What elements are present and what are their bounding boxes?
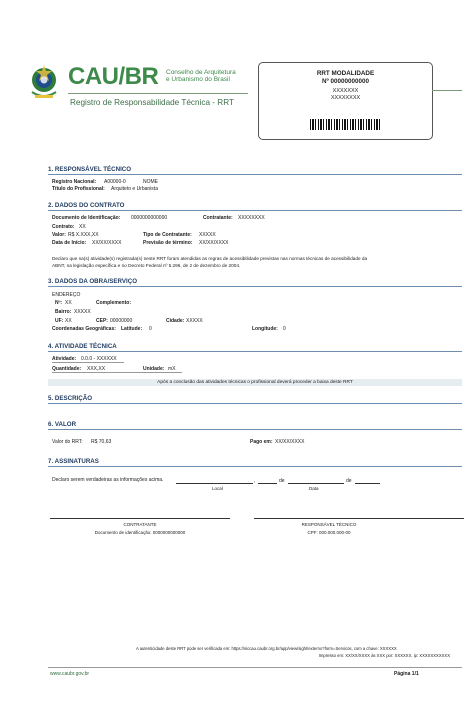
council-line-1: Conselho de Arquitetura — [166, 69, 236, 76]
barcode — [310, 119, 380, 130]
doc-id-value: 0000000000000 — [131, 215, 168, 221]
tipo-contratante-value: XXXXX — [199, 232, 216, 238]
baixa-note: Após a conclusão das atividades técnicas o profissional deverá proceder a baixa deste RRT — [48, 379, 462, 386]
section-7-title: 7. ASSINATURAS — [48, 458, 462, 467]
verification-line-2: Impresso em: XX/XX/XXXX às XXX por: XXXXXX, ip: XXXXXXXXXXX — [318, 653, 450, 658]
coordenadas-label: Coordenadas Geográficas: — [52, 326, 116, 332]
titulo-value: Arquiteto e Urbanista — [111, 186, 158, 192]
valor-rrt-label: Valor do RRT: — [52, 439, 83, 445]
rrt-box — [258, 62, 433, 140]
valor-label: Valor: — [52, 232, 66, 238]
local-label: Local — [212, 486, 223, 491]
contratante-doc: Documento de identificação: 0000000000000 — [94, 530, 186, 535]
year-line — [355, 483, 380, 484]
uf-value: XX — [65, 318, 72, 324]
tipo-contratante-label: Tipo de Contratante: — [143, 232, 192, 238]
quantidade-label: Quantidade: — [52, 366, 82, 372]
responsavel-signature-label: RESPONSÁVEL TÉCNICO — [301, 522, 357, 527]
previsao-label: Previsão de término: — [143, 240, 193, 246]
section-5-title: 5. DESCRIÇÃO — [48, 395, 462, 404]
data-label: Data — [309, 486, 319, 491]
month-line — [288, 483, 344, 484]
page-number: Página 1/1 — [394, 671, 419, 677]
contrato-value: XX — [79, 224, 86, 230]
latitude-value: 0 — [149, 326, 152, 332]
contratante-label: Contratante: — [203, 215, 233, 221]
section-3-title: 3. DADOS DA OBRA/SERVIÇO — [48, 278, 462, 287]
unidade-value: mX — [168, 366, 176, 372]
header-divider — [68, 93, 248, 94]
website-link[interactable]: www.caubr.gov.br — [50, 671, 90, 677]
quantidade-underline — [52, 372, 182, 373]
rrt-code-2: XXXXXXXX — [330, 95, 361, 101]
longitude-value: 0 — [283, 326, 286, 332]
titulo-label: Título do Profissional: — [52, 186, 105, 192]
section-2-title: 2. DADOS DO CONTRATO — [48, 202, 462, 211]
comma: , — [254, 478, 256, 484]
de-2: de — [346, 478, 352, 484]
verification-line-1: A autenticidade deste RRT pode ser verificada em: https://siccau.caubr.org.br/app/view/sight/externo?form=Servicos, com a chave: XXXXXX — [136, 646, 397, 651]
complemento-label: Complemento: — [96, 300, 131, 306]
atividade-label: Atividade: — [52, 356, 77, 362]
atividade-value: 0.0.0 - XXXXXX — [81, 356, 117, 362]
contratante-value: XXXXXXXX — [238, 215, 265, 221]
pago-em-value: XX/XX/XXXX — [275, 439, 305, 445]
uf-label: UF: — [55, 318, 64, 324]
footer-divider — [48, 667, 462, 668]
contratante-signature-line — [50, 518, 230, 519]
unidade-label: Unidade: — [143, 366, 165, 372]
cidade-label: Cidade: — [166, 318, 185, 324]
endereco: ENDEREÇO — [52, 292, 81, 298]
coat-of-arms-icon — [26, 62, 62, 102]
header-divider-right — [432, 90, 462, 91]
longitude-label: Longitude: — [252, 326, 278, 332]
brand-text: CAU/BR — [68, 63, 159, 90]
rrt-code-1: XXXXXXX — [332, 88, 359, 94]
registro-value: A00000-0 — [104, 179, 126, 185]
local-line — [176, 483, 253, 484]
declaro-text: Declaro serem verdadeiras as informações acima. — [52, 477, 164, 483]
professional-name: NOME — [143, 179, 158, 185]
rrt-modality: RRT MODALIDADE — [316, 70, 375, 77]
cidade-value: XXXXX — [186, 318, 203, 324]
valor-rrt-value: R$ 70,63 — [91, 439, 112, 445]
previsao-value: XX/XX/XXXX — [199, 240, 229, 246]
bairro-value: XXXXX — [74, 309, 91, 315]
rrt-number: Nº 00000000000 — [321, 78, 370, 85]
bairro-label: Bairro: — [55, 309, 72, 315]
section-4-title: 4. ATIVIDADE TÉCNICA — [48, 343, 462, 352]
cep-value: 00000000 — [110, 318, 133, 324]
council-line-2: e Urbanismo do Brasil — [166, 76, 230, 83]
data-inicio-value: XX/XX/XXXX — [92, 240, 122, 246]
quantidade-value: XXX,XX — [87, 366, 106, 372]
registro-label: Registro Nacional: — [52, 179, 97, 185]
valor-value: R$ X.XXX,XX — [68, 232, 99, 238]
data-inicio-label: Data de Início: — [52, 240, 87, 246]
doc-id-label: Documento de Identificação: — [52, 215, 121, 221]
declaration-line-1: Declaro que na(s) atividade(s) registrada(s) neste RRT foram atendidas as regras de acessibilidade previstas nas normas técnicas de acessibilidade da — [52, 256, 368, 261]
document-title: Registro de Responsabilidade Técnica - RRT — [70, 98, 234, 107]
section-1-title: 1. RESPONSÁVEL TÉCNICO — [48, 166, 462, 175]
de-1: de — [279, 478, 285, 484]
responsavel-cpf: CPF: 000.000.000-00 — [307, 530, 351, 535]
day-line — [258, 483, 277, 484]
cep-label: CEP: — [96, 318, 108, 324]
responsavel-signature-line — [254, 518, 464, 519]
section-6-title: 6. VALOR — [48, 421, 462, 430]
pago-em-label: Pago em: — [250, 439, 273, 445]
contrato-label: Contrato: — [52, 224, 75, 230]
latitude-label: Latitude: — [121, 326, 143, 332]
contratante-signature-label: CONTRATANTE — [123, 522, 157, 527]
numero-label: Nº: — [55, 300, 63, 306]
atividade-underline — [52, 362, 124, 363]
numero-value: XX — [65, 300, 72, 306]
brand-logo — [68, 64, 158, 90]
declaration-line-2: ABNT, na legislação específica e no Decreto Federal nº 5.296, de 2 de dezembro de 2004. — [52, 263, 241, 268]
